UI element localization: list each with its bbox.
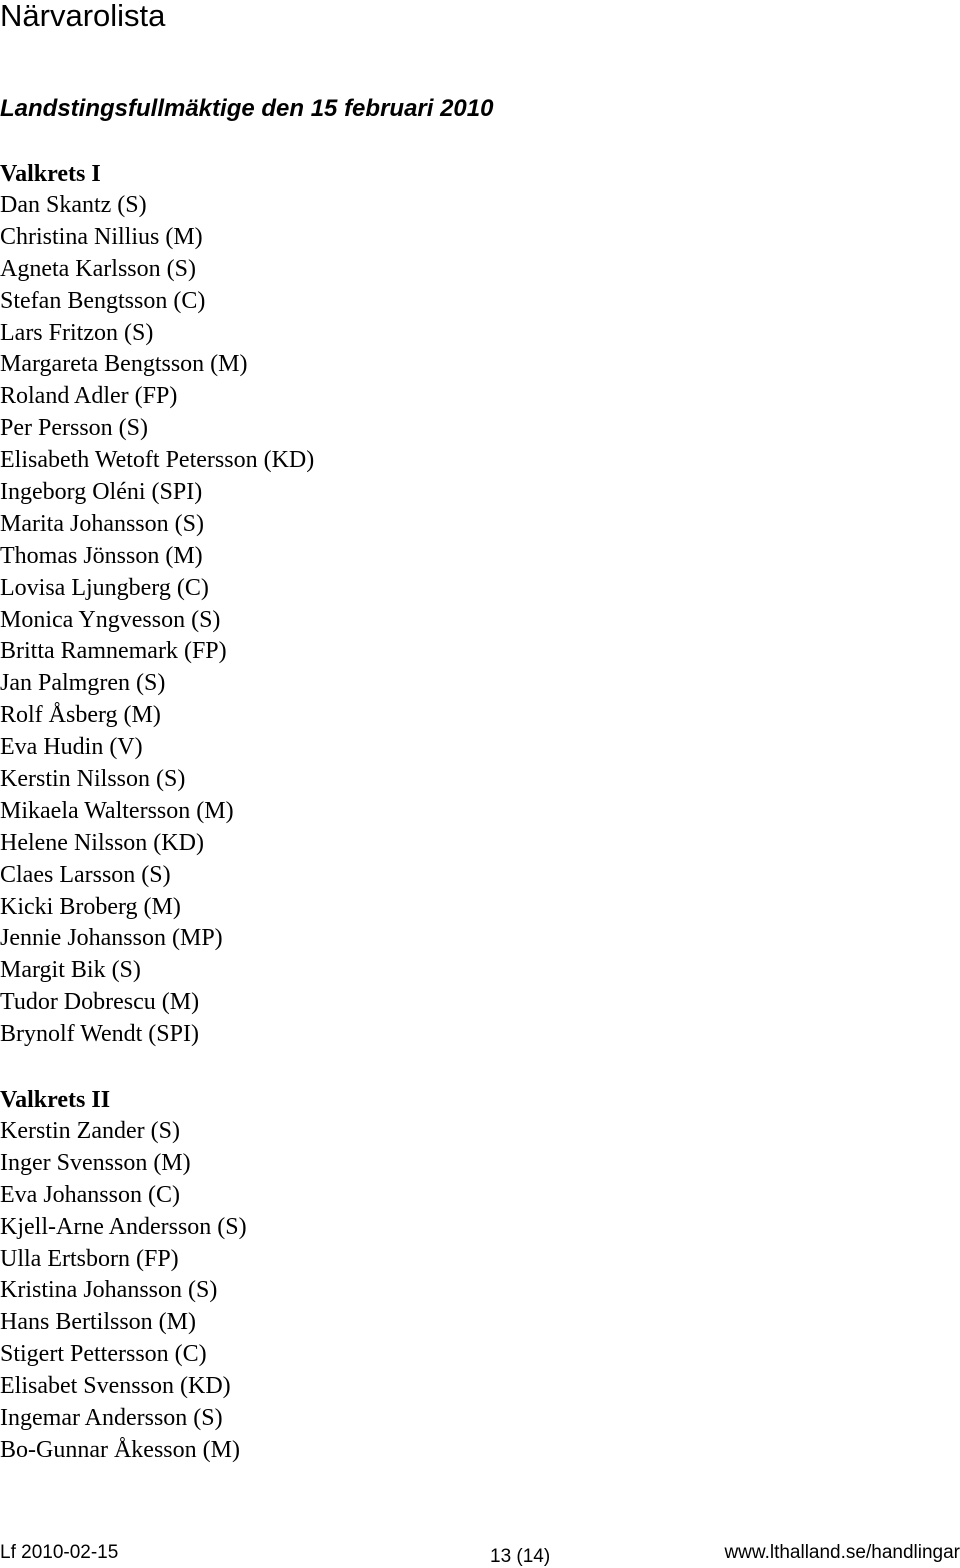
member-item: Mikaela Waltersson (M) xyxy=(0,797,234,824)
member-item: Ulla Ertsborn (FP) xyxy=(0,1245,179,1272)
member-item: Claes Larsson (S) xyxy=(0,861,171,888)
member-item: Bo-Gunnar Åkesson (M) xyxy=(0,1436,240,1463)
member-item: Kristina Johansson (S) xyxy=(0,1277,218,1304)
member-item: Rolf Åsberg (M) xyxy=(0,702,161,729)
member-item: Helene Nilsson (KD) xyxy=(0,829,204,856)
member-item: Kerstin Nilsson (S) xyxy=(0,766,186,793)
member-item: Kicki Broberg (M) xyxy=(0,893,181,920)
member-item: Ingeborg Oléni (SPI) xyxy=(0,479,203,506)
member-item: Margit Bik (S) xyxy=(0,957,141,984)
member-item: Inger Svensson (M) xyxy=(0,1149,191,1176)
district-heading: Valkrets II xyxy=(0,1087,111,1113)
member-item: Jennie Johansson (MP) xyxy=(0,925,223,952)
footer-url: www.lthalland.se/handlingar xyxy=(724,1542,960,1563)
member-item: Eva Hudin (V) xyxy=(0,734,143,761)
member-item: Thomas Jönsson (M) xyxy=(0,542,203,569)
page-number: 13 (14) xyxy=(490,1546,551,1567)
page-title: Närvarolista xyxy=(0,0,166,33)
member-item: Hans Bertilsson (M) xyxy=(0,1309,196,1336)
member-item: Lovisa Ljungberg (C) xyxy=(0,574,209,601)
member-item: Ingemar Andersson (S) xyxy=(0,1405,223,1432)
page-footer xyxy=(0,1542,960,1567)
member-item: Lars Fritzon (S) xyxy=(0,319,154,346)
member-item: Stefan Bengtsson (C) xyxy=(0,287,206,314)
member-item: Margareta Bengtsson (M) xyxy=(0,351,248,378)
member-item: Dan Skantz (S) xyxy=(0,192,147,218)
member-item: Jan Palmgren (S) xyxy=(0,670,166,697)
member-item: Monica Yngvesson (S) xyxy=(0,606,221,633)
member-item: Marita Johansson (S) xyxy=(0,510,204,537)
member-item: Agneta Karlsson (S) xyxy=(0,255,196,282)
member-item: Eva Johansson (C) xyxy=(0,1181,180,1208)
member-item: Kerstin Zander (S) xyxy=(0,1118,180,1144)
member-item: Brynolf Wendt (SPI) xyxy=(0,1021,199,1048)
member-item: Kjell-Arne Andersson (S) xyxy=(0,1213,247,1240)
member-item: Elisabet Svensson (KD) xyxy=(0,1373,231,1400)
district-valkrets-1 xyxy=(0,158,314,1051)
member-item: Roland Adler (FP) xyxy=(0,383,178,410)
member-item: Britta Ramnemark (FP) xyxy=(0,638,227,665)
district-valkrets-2 xyxy=(0,1084,247,1467)
member-item: Per Persson (S) xyxy=(0,415,148,442)
member-item: Elisabeth Wetoft Petersson (KD) xyxy=(0,447,315,474)
footer-date: Lf 2010-02-15 xyxy=(0,1542,119,1563)
member-item: Tudor Dobrescu (M) xyxy=(0,989,200,1016)
district-heading: Valkrets I xyxy=(0,161,101,187)
member-item: Christina Nillius (M) xyxy=(0,223,203,250)
member-item: Stigert Pettersson (C) xyxy=(0,1341,207,1368)
meeting-subtitle: Landstingsfullmäktige den 15 februari 2010 xyxy=(0,95,494,122)
